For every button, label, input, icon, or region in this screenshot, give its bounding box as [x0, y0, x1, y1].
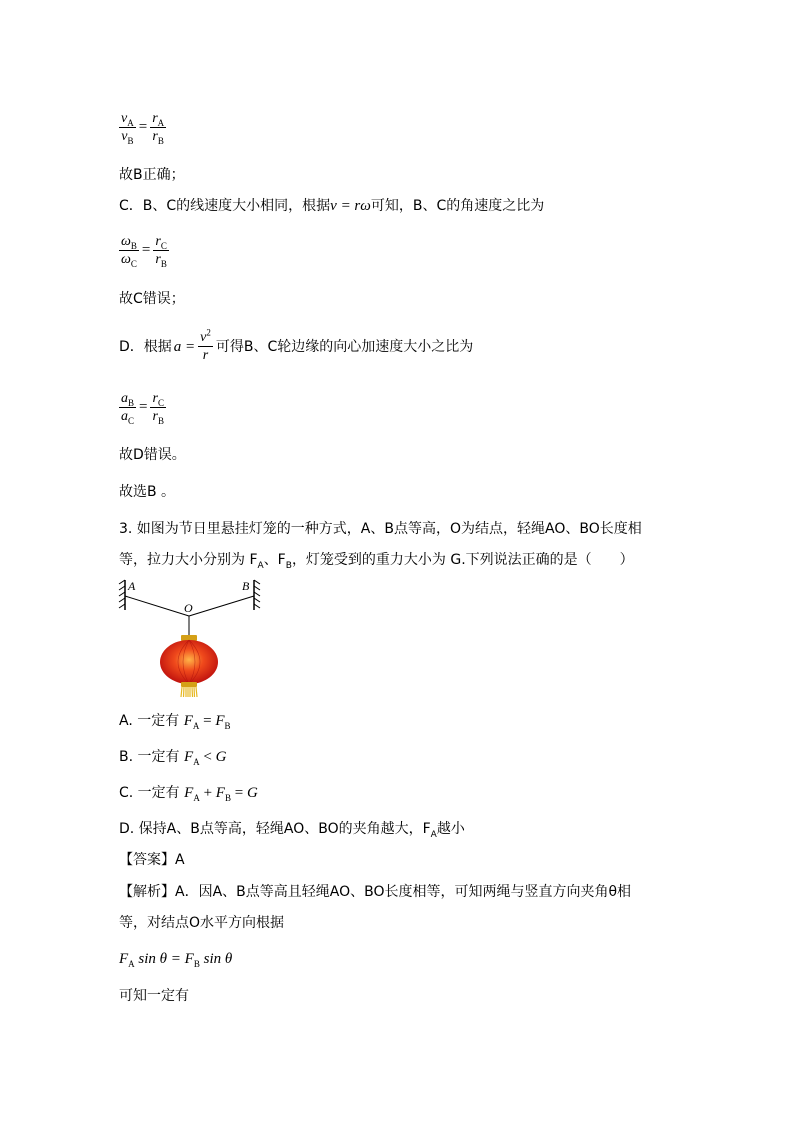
rope-bo	[189, 596, 254, 616]
analysis-line-3: 可知一定有	[119, 988, 189, 1004]
question-3-line-1: 3. 如图为节日里悬挂灯笼的一种方式，A、B点等高，O为结点，轻绳AO、BO长度相	[119, 521, 642, 537]
d-wrong-line: 故D错误。	[119, 447, 186, 463]
question-3-line-2: 等，拉力大小分别为 $F_A$、$F_B$，灯笼受到的重力大小为 G.下列说法正确的是（ ）	[119, 552, 634, 571]
fraction-ab-ac: $\frac{a_B}{a_C}$	[121, 391, 135, 426]
label-o: O	[184, 601, 193, 615]
fraction-v2-r: $\frac{v^2}{r}$	[200, 327, 211, 363]
ratio-formula-omega	[119, 233, 169, 268]
label-a: A	[128, 579, 136, 593]
c-wrong-line: 故C错误；	[119, 291, 185, 307]
lantern	[160, 635, 218, 697]
analysis-line-1: 【解析】A．因A、B点等高且轻绳AO、BO长度相等，可知两绳与竖直方向夹角θ相	[119, 884, 632, 900]
choose-b-line: 故选B 。	[119, 484, 176, 500]
ratio-formula-accel	[119, 390, 166, 425]
lantern-figure	[117, 578, 262, 698]
analysis-formula: $F_A$ $\sin \theta = F_B$ sin θ	[119, 951, 233, 969]
left-wall	[119, 580, 125, 610]
fraction-ra-rb: $\frac{r_A}{r_B}$	[152, 111, 165, 146]
option-c-explanation: C．B、C的线速度大小相同，根据v = rω可知，B、C的角速度之比为	[119, 198, 545, 214]
rope-ao	[125, 596, 189, 616]
choice-c: C. 一定有 $F_A + F_B = G$	[119, 785, 258, 803]
answer-line: 【答案】A	[119, 852, 185, 868]
choice-a: A. 一定有 $F_A = F_B$	[119, 713, 231, 731]
equals-sign: =	[141, 242, 151, 258]
fraction-rc-rb-2: $\frac{r_C}{r_B}$	[152, 391, 164, 426]
b-correct-line: 故B正确；	[119, 167, 185, 183]
analysis-line-2: 等，对结点O水平方向根据	[119, 915, 285, 931]
fraction-rc-rb: $\frac{r_C}{r_B}$	[155, 234, 167, 269]
ratio-formula-va-vb	[119, 110, 166, 145]
choice-d: D. 保持A、B点等高，轻绳AO、BO的夹角越大，$F_A$越小	[119, 821, 465, 840]
label-b: B	[242, 579, 250, 593]
fraction-omega-b-c: $\frac{\omega_B}{\omega_C}$	[121, 234, 137, 269]
option-d-explanation: D．根据 a = $\frac{v^2}{r}$ 可得B、C轮边缘的向心加速度大小之比为	[119, 327, 474, 363]
choice-b: B. 一定有 $F_A < G$	[119, 749, 227, 767]
equals-sign: =	[138, 119, 148, 135]
right-wall	[254, 580, 260, 610]
fraction-va-vb: $\frac{v_A}{v_B}$	[121, 111, 134, 146]
equals-sign: =	[139, 399, 148, 415]
